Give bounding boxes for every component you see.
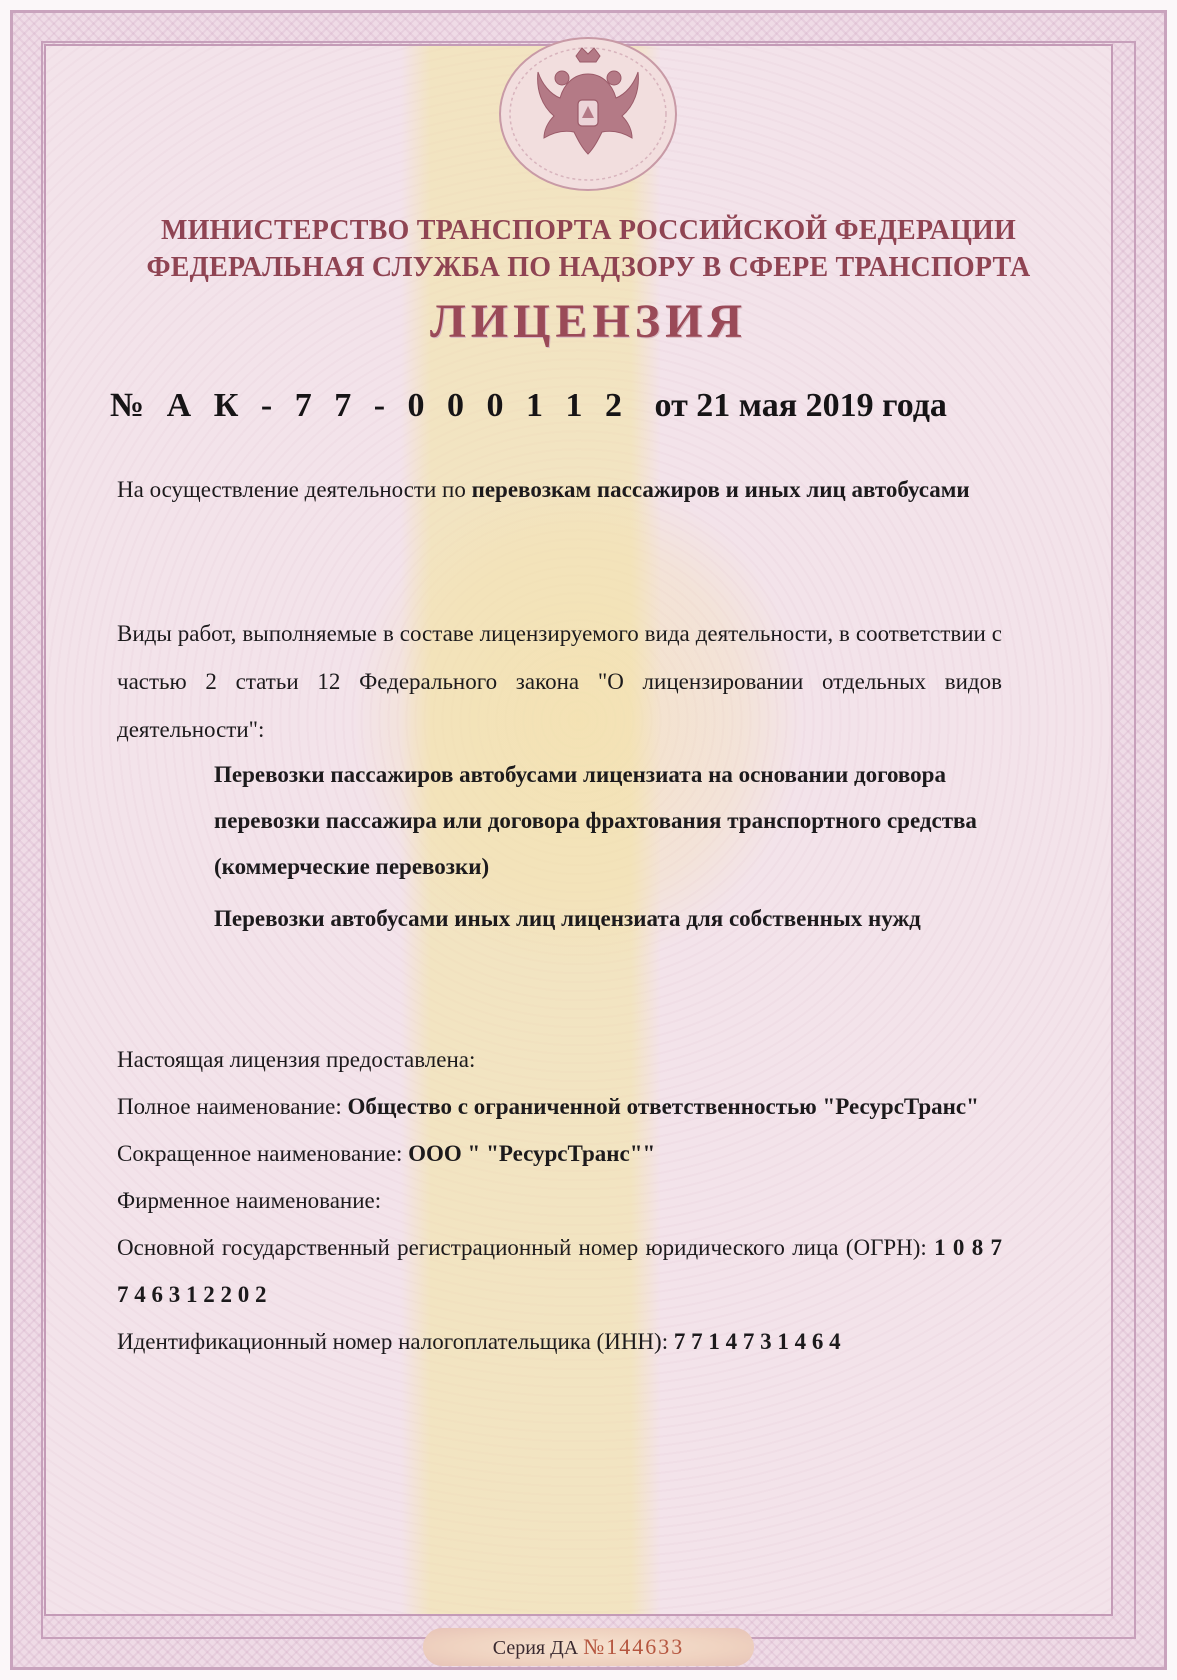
series-label: Серия ДА [492, 1637, 584, 1659]
activity-paragraph [117, 466, 1002, 514]
license-date: от 21 мая 2019 года [654, 387, 947, 424]
service-name: ФЕДЕРАЛЬНАЯ СЛУЖБА ПО НАДЗОРУ В СФЕРЕ ТРАНСПОРТА [146, 252, 1031, 283]
ogrn-label: Основной государственный регистрационный номер юридического лица (ОГРН): [117, 1235, 935, 1260]
full-name-label: Полное наименование: [117, 1094, 348, 1119]
short-name-row [117, 1130, 1002, 1177]
inn-row [117, 1318, 1002, 1365]
double-headed-eagle-emblem-icon [490, 34, 686, 194]
activity-prefix: На осуществление деятельности по [117, 477, 472, 502]
license-number: № А К - 7 7 - 0 0 0 1 1 2 [110, 387, 630, 424]
brand-name-label: Фирменное наименование: [117, 1188, 382, 1213]
series-badge [423, 1628, 754, 1666]
inn-value: 7 7 1 4 7 3 1 4 6 4 [673, 1329, 841, 1354]
works-intro: Виды работ, выполняемые в составе лицензируемого вида деятельности, в соответствии с частью 2 статьи 12 Федерального закона "О лицензировании отдельных видов деятельности": [117, 621, 1002, 742]
activity-name: перевозкам пассажиров и иных лиц автобусами [471, 477, 970, 502]
ogrn-value: 1 0 8 7 7 4 6 3 1 2 2 0 2 [117, 1235, 1002, 1307]
document-title: ЛИЦЕНЗИЯ [429, 295, 748, 348]
short-name-value: ООО " "РесурсТранс"" [408, 1141, 656, 1166]
issuing-authority [0, 212, 1177, 286]
full-name-row [117, 1083, 1002, 1130]
ogrn-row [117, 1224, 1002, 1318]
full-name-value: Общество с ограниченной ответственностью "РесурсТранс" [347, 1094, 979, 1119]
license-number-line [110, 387, 947, 425]
work-item: Перевозки автобусами иных лиц лицензиата для собственных нужд [214, 906, 921, 931]
inn-label: Идентификационный номер налогоплательщика (ИНН): [117, 1329, 674, 1354]
licensee-section [117, 1036, 1002, 1365]
ministry-name: МИНИСТЕРСТВО ТРАНСПОРТА РОССИЙСКОЙ ФЕДЕРАЦИИ [160, 215, 1017, 246]
series-footer [0, 1628, 1177, 1666]
series-number: №144633 [583, 1634, 685, 1659]
granted-to-label: Настоящая лицензия предоставлена: [117, 1047, 476, 1072]
short-name-label: Сокращенное наименование: [117, 1141, 409, 1166]
work-item: Перевозки пассажиров автобусами лицензиата на основании договора перевозки пассажира или договора фрахтования транспортного средства (коммерческие перевозки) [214, 762, 977, 879]
